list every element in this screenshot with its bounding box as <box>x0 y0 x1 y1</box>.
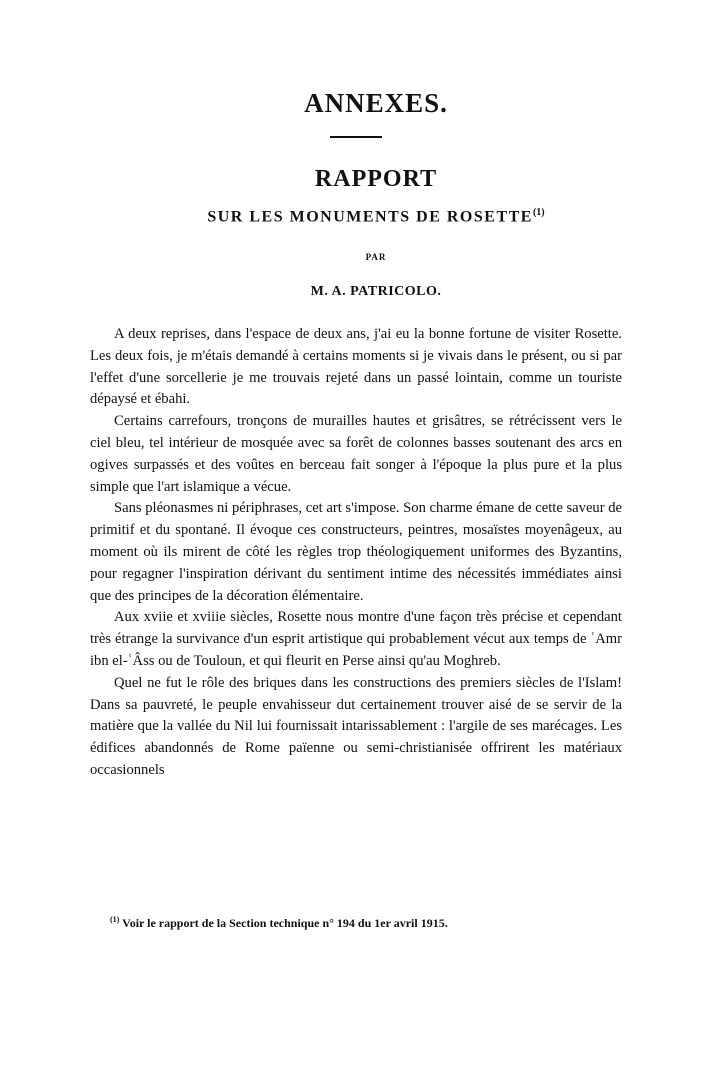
paragraph: A deux reprises, dans l'espace de deux ans, j'ai eu la bonne fortune de visiter Rosette. Les deux fois, je m'étais demandé à certains moments si je vivais dans le présent, ou si par l'effet d'une sorcellerie je me trouvais rejeté dans un passé lointain, comme un touriste dépaysé et ébahi. <box>90 326 622 408</box>
report-subheading <box>0 207 720 226</box>
footnote-text: Voir le rapport de la Section technique n° 194 du 1er avril 1915. <box>122 916 448 930</box>
report-subheading-text: SUR LES MONUMENTS DE ROSETTE <box>207 208 533 226</box>
paragraph: Quel ne fut le rôle des briques dans les constructions des premiers siècles de l'Islam! Dans sa pauvreté, le peuple envahisseur dut certainement trouver aisé de se servir de la matière que la vallée du Nil lui fournissait intarissablement : l'argile de ses marécages. Les édifices abandonnés de Rome païenne ou semi-christianisée offrirent les matériaux occasionnels <box>90 674 622 778</box>
paragraph: Certains carrefours, tronçons de murailles hautes et grisâtres, se rétrécissent vers le ciel bleu, tel intérieur de mosquée avec sa forêt de colonnes basses soutenant des arcs en ogives surpassés et des voûtes en berceau fait songer à l'époque la plus pure et la plus simple que l'art islamique a vécue. <box>90 413 622 495</box>
body-text <box>90 324 622 782</box>
paragraph: Aux xviie et xviiie siècles, Rosette nous montre d'une façon très précise et cependant très étrange la survivance d'un esprit artistique qui probablement vécut aux temps de ʿAmr ibn el-ʿÂss ou de Touloun, et qui fleurit en Perse ainsi qu'au Moghreb. <box>90 609 622 669</box>
by-label: PAR <box>365 252 387 262</box>
paragraph: Sans pléonasmes ni périphrases, cet art s'impose. Son charme émane de cette saveur de primitif et du spontané. Il évoque ces constructeurs, peintres, mosaïstes moyenâgeux, au moment où ils mirent de côté les règles trop théologiquement uniformes des Byzantins, pour regagner l'inspiration dérivant du sentiment intime des nécessités immédiates ainsi que des principes de la décoration élémentaire. <box>90 500 622 604</box>
footnote-reference[interactable]: (1) <box>532 207 545 218</box>
report-heading: RAPPORT <box>314 166 438 192</box>
title-rule <box>330 136 382 138</box>
footnote-mark: (1) <box>110 915 120 924</box>
footnote <box>110 915 630 931</box>
page-title: ANNEXES. <box>304 88 448 118</box>
author-name: M. A. PATRICOLO. <box>310 284 442 299</box>
